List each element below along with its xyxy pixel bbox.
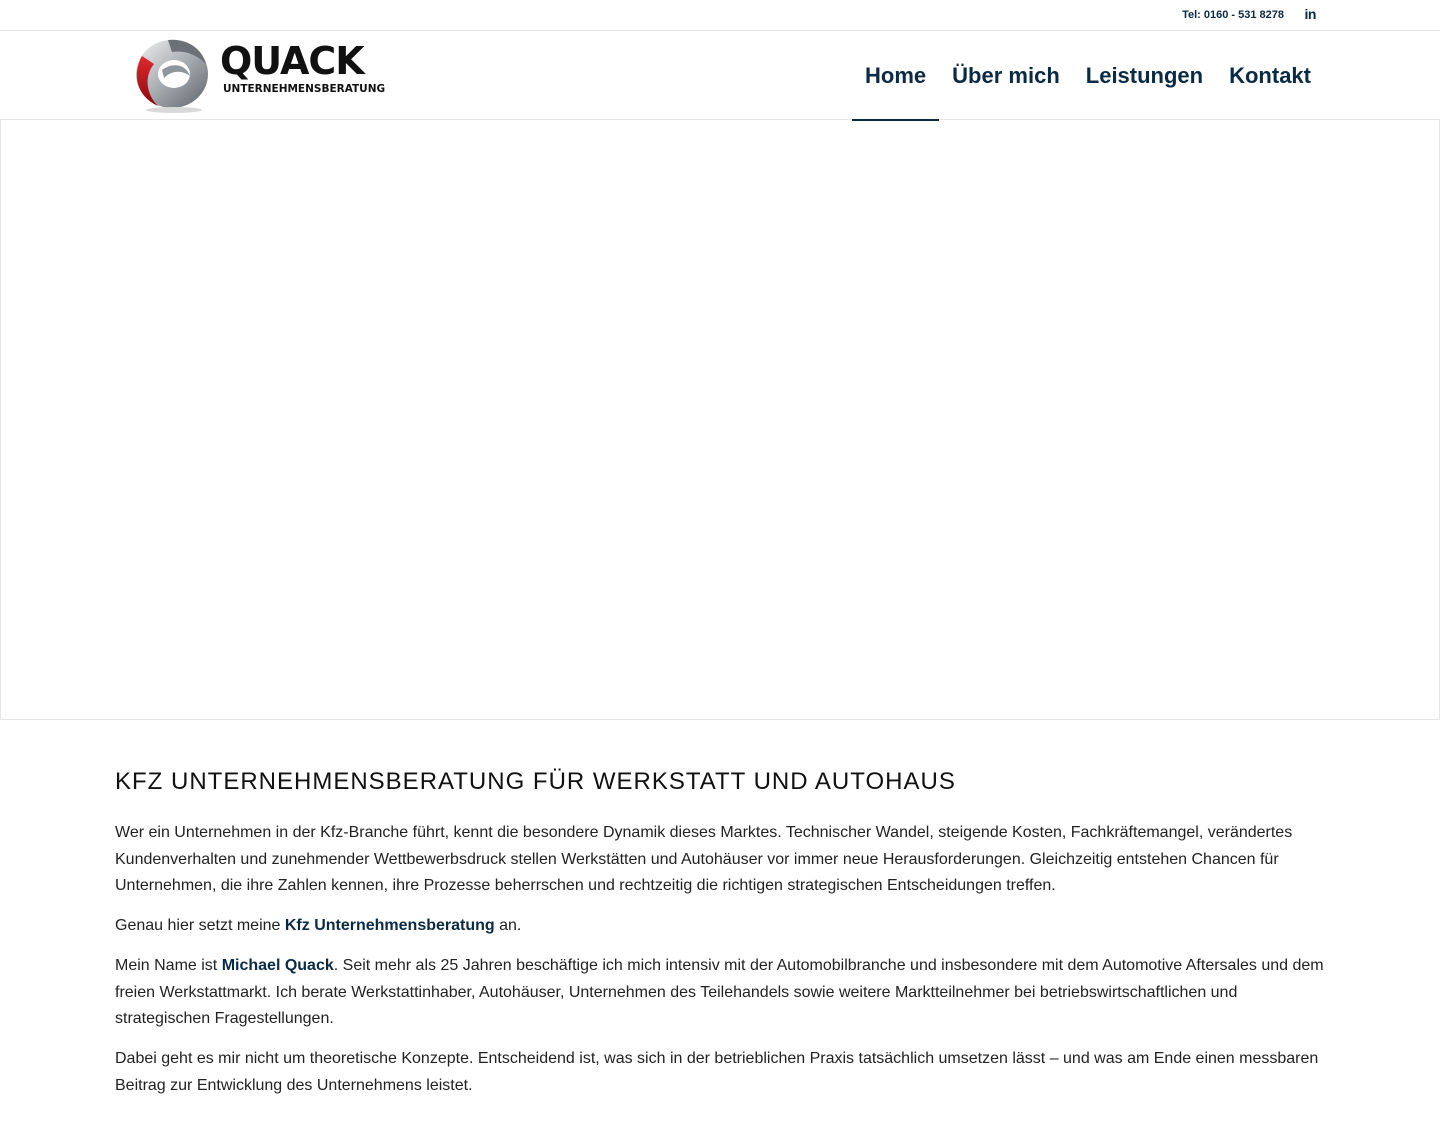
main-content — [0, 720, 1440, 1099]
phone-link[interactable]: Tel: 0160 - 531 8278 — [1182, 9, 1284, 21]
text: Mein Name ist — [115, 957, 222, 974]
nav-item-leistungen[interactable]: Leistungen — [1085, 62, 1204, 88]
text: . Seit mehr als 25 Jahren beschäftige ich mich intensiv mit der Automobilbranche und insbesondere mit dem Automotive Aftersales und dem freien Werkstattmarkt. Ich berate Werkstattinhaber, Autohäuser, Unternehmen des Teilehandels sowie weitere Marktteilnehmer bei betriebswirtschaftlichen und strategischen Fragestellungen. — [115, 957, 1324, 1027]
kfz-beratung-link[interactable]: Kfz Unternehmensberatung — [284, 917, 495, 934]
linkedin-icon[interactable]: in — [1304, 6, 1316, 22]
practice-paragraph: Dabei geht es mir nicht um theoretische Konzepte. Entscheidend ist, was sich in der betrieblichen Praxis tatsächlich umsetzen lässt – und was am Ende einen messbaren Beitrag zur Entwicklung des Unternehmens leistet. — [115, 1050, 1319, 1094]
logo[interactable] — [128, 34, 386, 114]
michael-quack-link[interactable]: Michael Quack — [221, 957, 334, 974]
hero-slider — [0, 120, 1440, 720]
site-header — [0, 31, 1440, 120]
text: Genau hier setzt meine — [115, 917, 285, 934]
main-nav — [852, 31, 1324, 120]
about-paragraph — [115, 953, 1325, 1033]
logo-title: QUACK — [220, 39, 364, 83]
nav-item-home[interactable]: Home — [852, 31, 939, 120]
page-heading: KFZ UNTERNEHMENSBERATUNG FÜR WERKSTATT UND AUTOHAUS — [115, 768, 956, 795]
nav-item-ueber-mich[interactable]: Über mich — [952, 62, 1060, 88]
top-bar — [0, 0, 1440, 31]
intro-paragraph: Wer ein Unternehmen in der Kfz-Branche führt, kennt die besondere Dynamik dieses Marktes. Technischer Wandel, steigende Kosten, Fachkräftemangel, verändertes Kundenverhalten und zunehmender Wettbewerbsdruck stellen Werkstätten und Autohäuser vor immer neue Herausforderungen. Gleichzeitig entstehen Chancen für Unternehmen, die ihre Zahlen kennen, ihre Prozesse beherrschen und rechtzeitig die richtigen strategischen Entscheidungen treffen. — [115, 824, 1293, 894]
logo-subtitle: UNTERNEHMENSBERATUNG — [223, 83, 386, 95]
consulting-paragraph — [115, 913, 1325, 940]
nav-item-kontakt[interactable]: Kontakt — [1229, 62, 1311, 88]
text: an. — [494, 917, 522, 934]
logo-mark-icon — [128, 34, 218, 114]
